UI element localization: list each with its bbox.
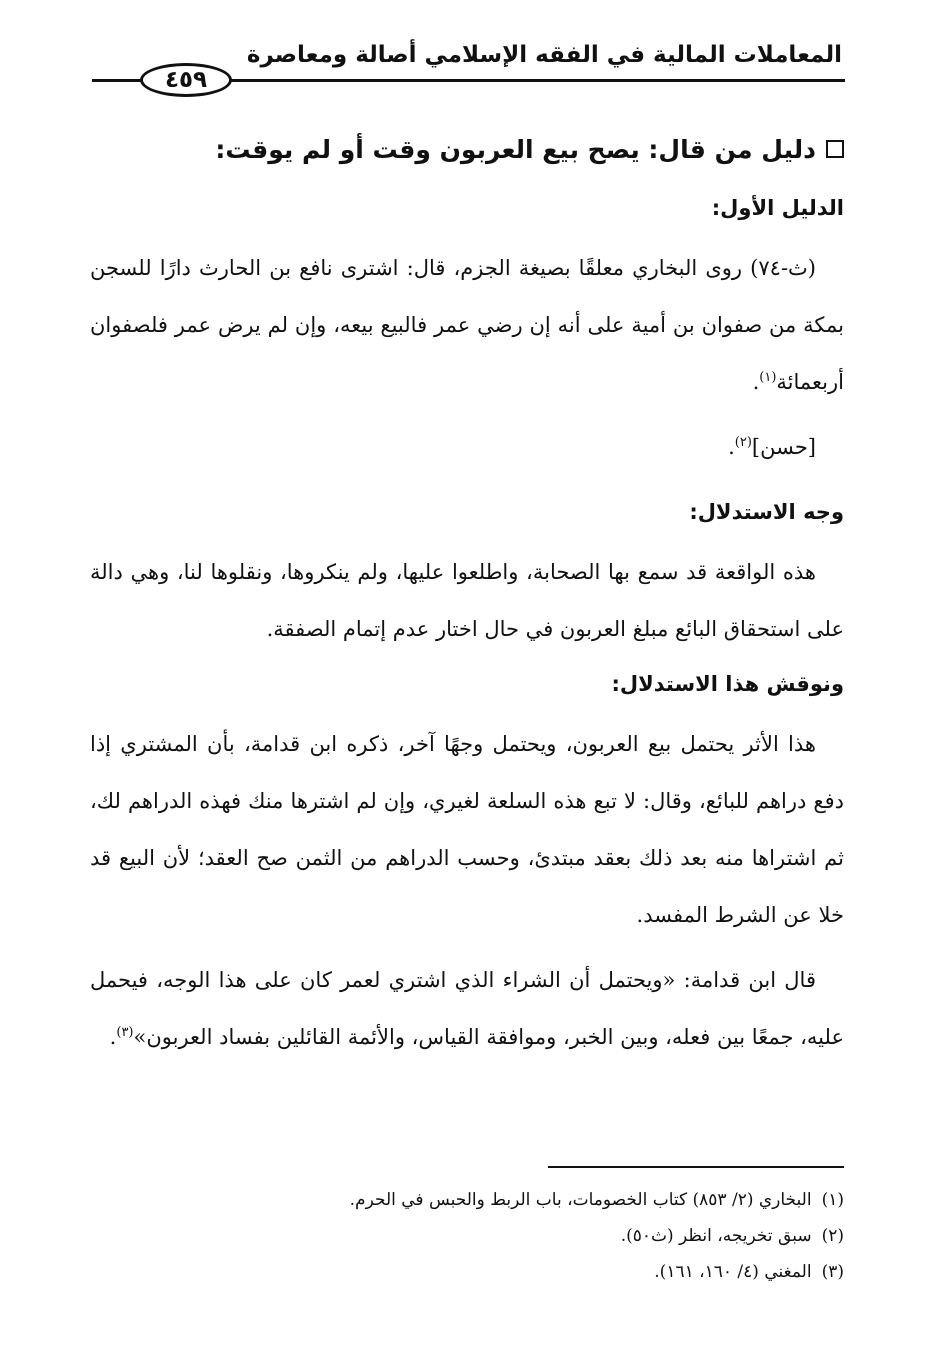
running-header-title: المعاملات المالية في الفقه الإسلامي أصالة ومعاصرة [246,42,842,68]
narration-end: . [752,370,760,394]
footnote-text: سبق تخريجه، انظر (ث٥٠). [620,1226,812,1246]
footnote-number: (٣) [821,1262,844,1282]
footnotes [90,1182,844,1290]
footnote-separator [548,1166,844,1168]
narration-paragraph [90,240,844,411]
grade-end: . [728,435,735,459]
page-body [90,128,844,1074]
footnote-3 [90,1254,844,1290]
grade-text: [حسن] [751,435,816,459]
footnote-text: المغني (٤/ ١٦٠، ١٦١). [654,1262,812,1282]
quote-end: . [109,1025,117,1049]
footnote-ref-3: (٣) [116,1025,134,1040]
evidence-heading: الدليل الأول: [711,196,844,220]
section-title-text: دليل من قال: يصح بيع العربون وقت أو لم يوقت: [215,135,816,164]
section-title [90,128,844,172]
page-number: ٤٥٩ [164,67,208,93]
discussion-paragraph: هذا الأثر يحتمل بيع العربون، ويحتمل وجهًا آخر، ذكره ابن قدامة، بأن المشتري إذا دفع دراهم للبائع، وقال: لا تبع هذه السلعة لغيري، وإن لم اشترها منك فهذه الدراهم لك، ثم اشتراها منه بعد ذلك بعقد مبتدئ، وحسب الدراهم من الثمن صح العقد؛ لأن البيع قد خلا عن الشرط المفسد. [90,732,844,927]
discussion-heading: ونوقش هذا الاستدلال: [611,672,844,696]
inference-paragraph: هذه الواقعة قد سمع بها الصحابة، واطلعوا عليها، ولم ينكروها، ونقلوها لنا، وهي دالة على استحقاق البائع مبلغ العربون في حال اختار عدم إتمام الصفقة. [90,560,844,641]
quote-paragraph [90,952,844,1066]
footnote-ref-2: (٢) [734,435,752,450]
page-number-badge [140,63,232,97]
footnote-1 [90,1182,844,1218]
inference-heading: وجه الاستدلال: [689,500,844,524]
footnote-ref-1: (١) [759,370,777,385]
footnote-number: (١) [821,1190,844,1210]
footnote-number: (٢) [821,1226,844,1246]
grade-paragraph [90,419,844,476]
footnote-text: البخاري (٢/ ٨٥٣) كتاب الخصومات، باب الربط والحبس في الحرم. [349,1190,812,1210]
narration-text: (ث-٧٤) روى البخاري معلقًا بصيغة الجزم، قال: اشترى نافع بن الحارث دارًا للسجن بمكة من صفوان بن أمية على أنه إن رضي عمر فالبيع بيعه، وإن لم يرض عمر فلصفوان أربعمائة [90,256,844,394]
footnote-2 [90,1218,844,1254]
quote-text: قال ابن قدامة: «ويحتمل أن الشراء الذي اشتري لعمر كان على هذا الوجه، فيحمل عليه، جمعًا بين فعله، وبين الخبر، وموافقة القياس، والأئمة القائلين بفساد العربون» [90,968,844,1049]
checkbox-square-icon [826,140,844,158]
